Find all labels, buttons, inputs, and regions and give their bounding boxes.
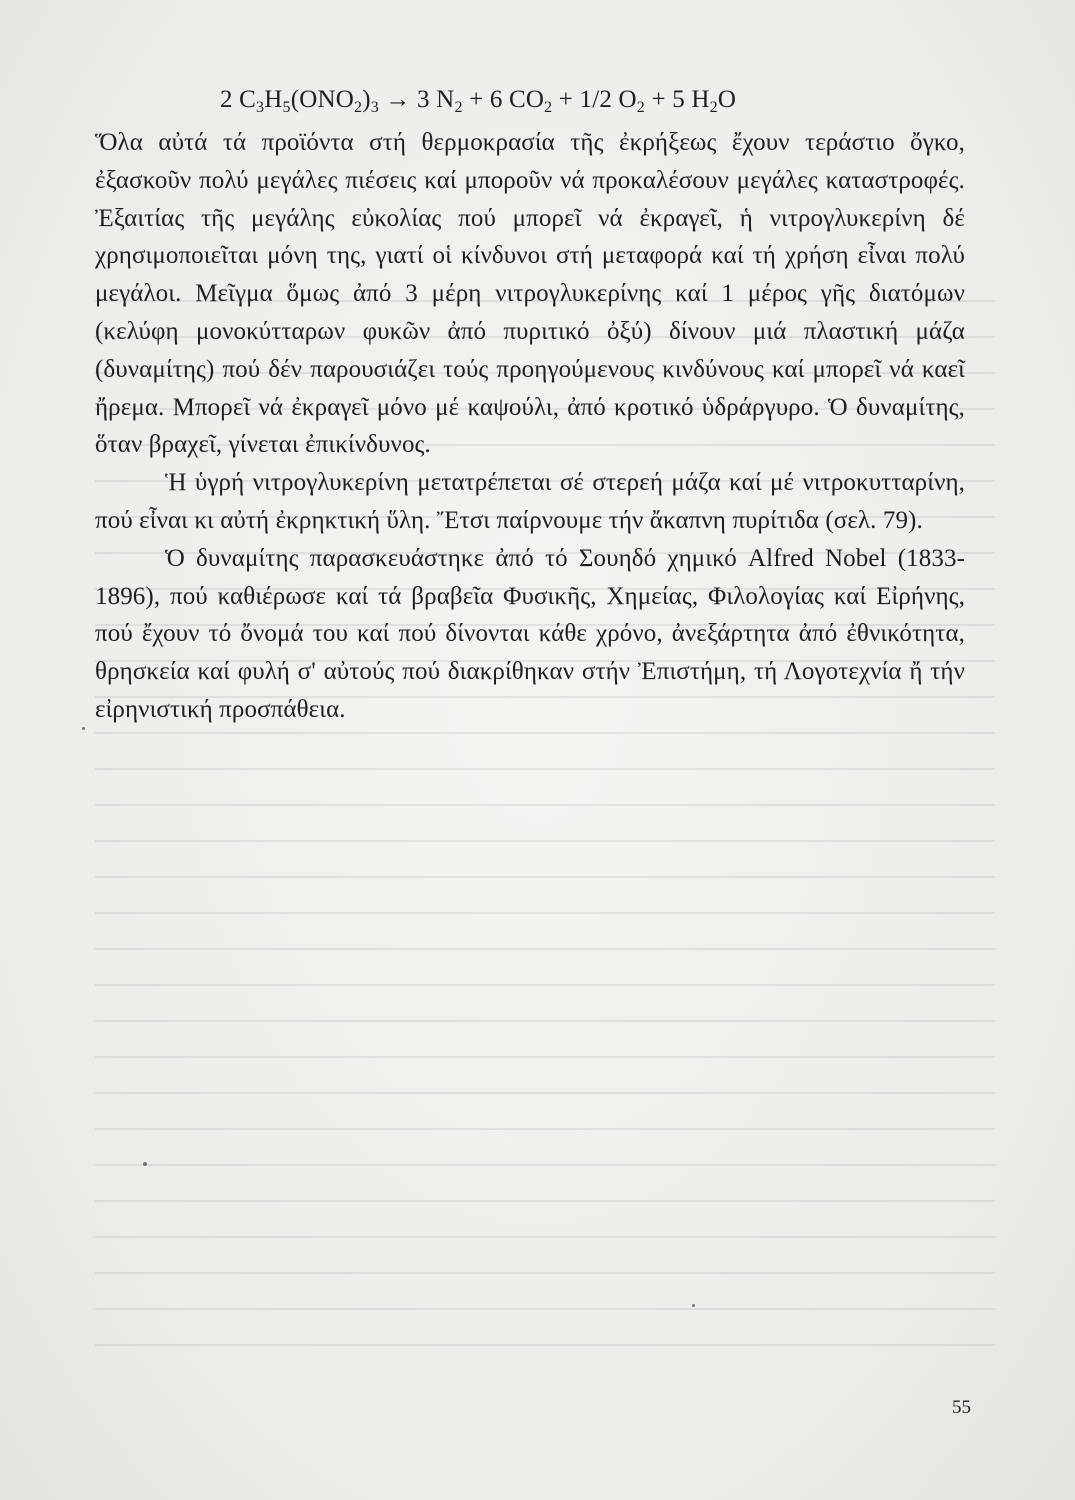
eq-subscript: 2 xyxy=(544,99,553,116)
eq-subscript: 2 xyxy=(354,99,363,116)
eq-text: (ONO xyxy=(290,86,354,113)
page-number: 55 xyxy=(952,1397,971,1418)
eq-text: + 6 CO xyxy=(462,86,545,113)
eq-subscript: 2 xyxy=(709,99,718,116)
eq-subscript: 3 xyxy=(370,99,379,116)
eq-subscript: 3 xyxy=(256,99,265,116)
eq-text: + 5 H xyxy=(645,86,710,113)
eq-text: ) xyxy=(362,86,371,113)
eq-text: 2 C xyxy=(220,86,257,113)
eq-text: + 1/2 O xyxy=(552,86,637,113)
body-text xyxy=(95,124,965,729)
chemical-equation xyxy=(220,86,860,114)
eq-text: H xyxy=(264,86,283,113)
paragraph-nobel: Ὁ δυναμίτης παρασκευάστηκε ἀπό τό Σουηδό χημικό Alfred Nobel (1833-1896), πού καθιέρωσε καί τά βραβεῖα Φυσικῆς, Χημείας, Φιλολογίας καί Εἰρήνης, πού ἔχουν τό ὄνομά του καί πού δίνονται κάθε χρόνο, ἀνεξάρτητα ἀπό ἐθνικότητα, θρησκεία καί φυλή σ' αὐτούς πού διακρίθηκαν στήν Ἐπιστήμη, τή Λογοτεχνία ἤ τήν εἰρηνιστική προσπάθεια. xyxy=(95,544,965,723)
eq-subscript: 2 xyxy=(636,99,645,116)
eq-text: O xyxy=(717,86,737,113)
eq-subscript: 5 xyxy=(282,99,291,116)
paragraph-smokeless-powder: Ἡ ὑγρή νιτρογλυκερίνη μετατρέπεται σέ στερεή μάζα καί μέ νιτροκυτταρίνη, πού εἶναι κι αὐτή ἐκρηκτική ὕλη. Ἔτσι παίρνουμε τήν ἄκαπνη πυρίτιδα (σελ. 79). xyxy=(95,469,965,534)
eq-subscript: 2 xyxy=(454,99,463,116)
eq-text: → 3 N xyxy=(378,86,455,113)
paper-speck xyxy=(143,1162,147,1166)
paper-speck xyxy=(692,1304,695,1307)
paragraph-nitroglycerin: Ὅλα αὐτά τά προϊόντα στή θερμοκρασία τῆς ἐκρήξεως ἔχουν τεράστιο ὄγκο, ἐξασκοῦν πολύ μεγάλες πιέσεις καί μποροῦν νά προκαλέσουν μεγάλες καταστροφές. Ἐξαιτίας τῆς μεγάλης εὐκολίας πού μπορεῖ νά ἐκραγεῖ, ἡ νιτρογλυκερίνη δέ χρησιμοποιεῖται μόνη της, γιατί οἱ κίνδυνοι στή μεταφορά καί τή χρήση εἶναι πολύ μεγάλοι. Μεῖγμα ὅμως ἀπό 3 μέρη νιτρογλυκερίνης καί 1 μέρος γῆς διατόμων (κελύφη μονοκύτταρων φυκῶν ἀπό πυριτικό ὀξύ) δίνουν μιά πλαστική μάζα (δυναμίτης) πού δέν παρουσιάζει τούς προηγούμενους κινδύνους καί μπορεῖ νά καεῖ ἤρεμα. Μπορεῖ νά ἐκραγεῖ μόνο μέ καψούλι, ἀπό κροτικό ὑδράργυρο. Ὁ δυναμίτης, ὅταν βραχεῖ, γίνεται ἐπικίνδυνος. xyxy=(95,129,965,459)
paper-speck xyxy=(82,727,85,730)
